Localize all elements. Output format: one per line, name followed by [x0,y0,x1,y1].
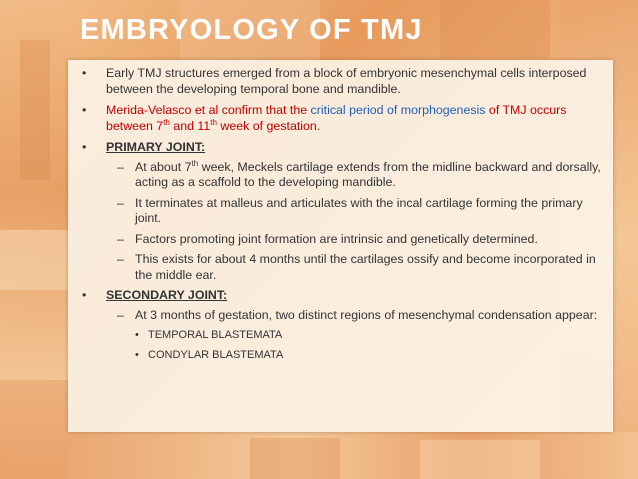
bullet-dot: • [82,288,87,302]
bullet-dot: • [135,329,139,341]
slide-title: EMBRYOLOGY OF TMJ [80,14,423,46]
bullet-secondary-joint [82,288,607,304]
bullet-early-structures [82,66,607,97]
sub-bullet [82,160,607,191]
bullet-dot: • [135,348,139,361]
dash: – [117,159,124,174]
superscript: th [191,158,199,168]
bullet-dot: • [82,66,87,80]
heading-primary-joint: PRIMARY JOINT: [106,140,206,154]
superscript: th [163,117,170,127]
bullet-dot: • [82,103,87,117]
sub-bullet-text: Factors promoting joint formation are intrinsic and genetically determined. [135,231,538,246]
sub-bullet [82,196,607,227]
sub-sub-bullet-text: TEMPORAL BLASTEMATA [148,329,283,341]
sub-bullet [82,308,607,324]
sub-bullet-text: This exists for about 4 months until the cartilages ossify and become incorporated in the middle ear. [135,252,596,282]
superscript: th [210,117,217,127]
sub-bullet [82,232,607,248]
bullet-text-part: and 11 [169,118,211,133]
bullet-merida-velasco [82,103,607,134]
bullet-text-part: Merida-Velasco et al confirm that the [106,103,311,117]
bullet-primary-joint [82,140,607,156]
bullet-text: Early TMJ structures emerged from a block of embryonic mesenchymal cells interposed between the developing temporal bone and mandible. [106,66,587,96]
sub-sub-bullet [82,348,607,364]
sub-bullet-text: week, Meckels cartilage extends from the midline backward and dorsally, acting as a scaffold to the developing mandible. [135,159,601,189]
bullet-text-highlight: critical period of morphogenesis [310,103,486,117]
sub-bullet-text: At 3 months of gestation, two distinct regions of mesenchymal condensation appear: [135,307,598,322]
sub-sub-bullet [82,328,607,344]
dash: – [117,252,124,266]
dash: – [117,195,124,210]
heading-secondary-joint: SECONDARY JOINT: [106,288,228,302]
slide-content [82,66,607,367]
sub-bullet-text: At about 7 [135,159,192,174]
sub-bullet [82,252,607,283]
sub-bullet-text: It terminates at malleus and articulates with the incal cartilage forming the primary joint. [135,195,583,225]
dash: – [117,307,124,322]
sub-sub-bullet-text: CONDYLAR BLASTEMATA [148,348,284,361]
dash: – [117,231,124,246]
bullet-dot: • [82,140,87,154]
bullet-text-part: of TMJ occurs between 7 [106,103,567,133]
bullet-text-part: week of gestation. [216,118,321,133]
